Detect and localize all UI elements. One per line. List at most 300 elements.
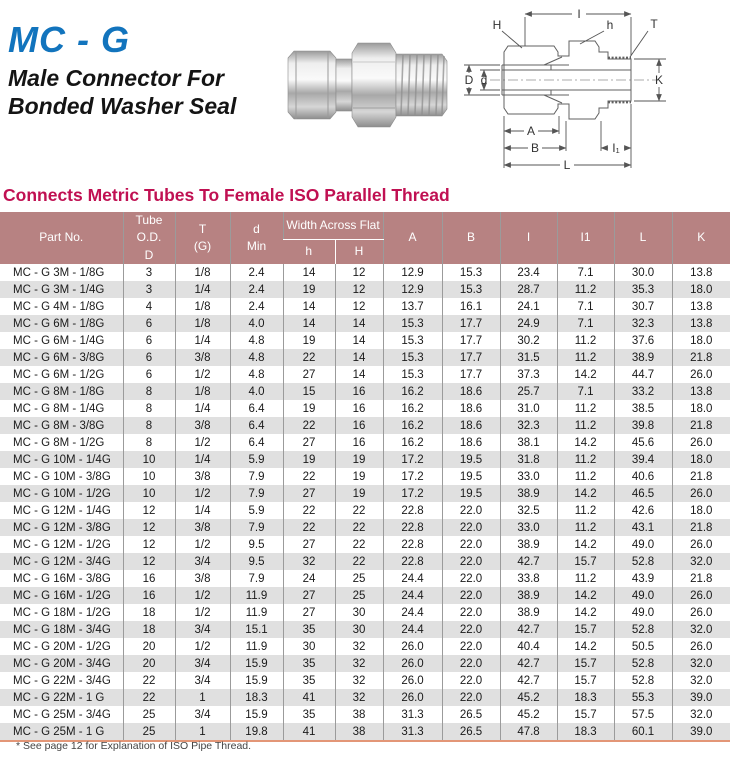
dim-label-I: I bbox=[577, 7, 581, 21]
value-cell: 27 bbox=[283, 434, 335, 451]
part-no-cell: MC - G 18M - 3/4G bbox=[13, 623, 111, 636]
part-no-cell: MC - G 20M - 3/4G bbox=[13, 657, 111, 670]
value-cell: 15.7 bbox=[557, 553, 614, 570]
value-cell: 32.0 bbox=[672, 672, 730, 689]
value-cell: 22 bbox=[283, 519, 335, 536]
value-cell: 14.2 bbox=[557, 536, 614, 553]
value-cell: 4.8 bbox=[230, 349, 283, 366]
value-cell: 19 bbox=[335, 485, 383, 502]
value-cell: 4.8 bbox=[230, 366, 283, 383]
value-cell: 10 bbox=[123, 485, 175, 502]
value-cell: 13.8 bbox=[672, 315, 730, 332]
value-cell: 22 bbox=[335, 502, 383, 519]
page-title: MC - G bbox=[8, 19, 130, 60]
table-row bbox=[0, 264, 730, 281]
value-cell: 22 bbox=[283, 468, 335, 485]
value-cell: 10 bbox=[123, 468, 175, 485]
value-cell: 22.0 bbox=[442, 587, 500, 604]
col-header-k: K bbox=[672, 212, 730, 264]
value-cell: 1/4 bbox=[175, 281, 230, 298]
value-cell: 19 bbox=[283, 400, 335, 417]
value-cell: 41 bbox=[283, 689, 335, 706]
value-cell: 45.2 bbox=[500, 706, 557, 723]
col-header-part-no: Part No. bbox=[0, 212, 123, 264]
value-cell: 22 bbox=[335, 536, 383, 553]
value-cell: 6 bbox=[123, 349, 175, 366]
value-cell: 24.1 bbox=[500, 298, 557, 315]
table-row bbox=[0, 672, 730, 689]
value-cell: 12 bbox=[123, 536, 175, 553]
value-cell: 22 bbox=[283, 417, 335, 434]
value-cell: 26.0 bbox=[672, 434, 730, 451]
value-cell: 16 bbox=[123, 587, 175, 604]
value-cell: 32.3 bbox=[500, 417, 557, 434]
part-no-cell: MC - G 12M - 1/4G bbox=[13, 504, 111, 517]
value-cell: 38.9 bbox=[500, 587, 557, 604]
value-cell: 16 bbox=[335, 434, 383, 451]
value-cell: 22.0 bbox=[442, 502, 500, 519]
value-cell: 5.9 bbox=[230, 451, 283, 468]
value-cell: 13.8 bbox=[672, 264, 730, 281]
value-cell: 1/2 bbox=[175, 434, 230, 451]
value-cell: 39.0 bbox=[672, 723, 730, 741]
value-cell: 22.8 bbox=[383, 536, 442, 553]
table-row bbox=[0, 298, 730, 315]
value-cell: 32.3 bbox=[614, 315, 672, 332]
value-cell: 57.5 bbox=[614, 706, 672, 723]
col-header-l: L bbox=[614, 212, 672, 264]
value-cell: 22.0 bbox=[442, 553, 500, 570]
table-row bbox=[0, 638, 730, 655]
dim-label-K: K bbox=[654, 73, 664, 87]
value-cell: 16.2 bbox=[383, 400, 442, 417]
value-cell: 19.5 bbox=[442, 485, 500, 502]
value-cell: 24 bbox=[283, 570, 335, 587]
value-cell: 12 bbox=[335, 298, 383, 315]
value-cell: 55.3 bbox=[614, 689, 672, 706]
value-cell: 22.0 bbox=[442, 621, 500, 638]
value-cell: 26.0 bbox=[383, 638, 442, 655]
value-cell: 18.6 bbox=[442, 434, 500, 451]
dimension-diagram bbox=[456, 4, 728, 176]
value-cell: 37.6 bbox=[614, 332, 672, 349]
value-cell: 1/2 bbox=[175, 587, 230, 604]
value-cell: 3/8 bbox=[175, 349, 230, 366]
value-cell: 50.5 bbox=[614, 638, 672, 655]
value-cell: 42.6 bbox=[614, 502, 672, 519]
value-cell: 17.7 bbox=[442, 349, 500, 366]
value-cell: 46.5 bbox=[614, 485, 672, 502]
value-cell: 24.4 bbox=[383, 587, 442, 604]
value-cell: 18 bbox=[123, 621, 175, 638]
table-row bbox=[0, 281, 730, 298]
value-cell: 25 bbox=[123, 706, 175, 723]
value-cell: 1 bbox=[175, 723, 230, 741]
value-cell: 14 bbox=[335, 315, 383, 332]
value-cell: 18.6 bbox=[442, 400, 500, 417]
title-block bbox=[8, 19, 237, 120]
value-cell: 8 bbox=[123, 400, 175, 417]
value-cell: 22.0 bbox=[442, 672, 500, 689]
value-cell: 11.9 bbox=[230, 638, 283, 655]
dim-label-B: B bbox=[530, 141, 540, 155]
value-cell: 7.9 bbox=[230, 485, 283, 502]
value-cell: 19 bbox=[283, 332, 335, 349]
value-cell: 28.7 bbox=[500, 281, 557, 298]
value-cell: 16 bbox=[335, 400, 383, 417]
value-cell: 27 bbox=[283, 587, 335, 604]
value-cell: 19.5 bbox=[442, 451, 500, 468]
value-cell: 1/4 bbox=[175, 332, 230, 349]
value-cell: 21.8 bbox=[672, 570, 730, 587]
value-cell: 38.9 bbox=[500, 604, 557, 621]
value-cell: 7.1 bbox=[557, 383, 614, 400]
value-cell: 30.0 bbox=[614, 264, 672, 281]
part-no-cell: MC - G 8M - 3/8G bbox=[13, 419, 105, 432]
value-cell: 24.4 bbox=[383, 570, 442, 587]
part-no-cell: MC - G 6M - 1/4G bbox=[13, 334, 105, 347]
part-no-cell: MC - G 22M - 3/4G bbox=[13, 674, 111, 687]
value-cell: 18.3 bbox=[557, 689, 614, 706]
value-cell: 32.0 bbox=[672, 553, 730, 570]
value-cell: 27 bbox=[283, 366, 335, 383]
col-header-tube-od: Tube O.D. D bbox=[123, 212, 175, 264]
value-cell: 38.9 bbox=[500, 536, 557, 553]
value-cell: 38.9 bbox=[614, 349, 672, 366]
part-no-cell: MC - G 6M - 3/8G bbox=[13, 351, 105, 364]
part-no-cell: MC - G 4M - 1/8G bbox=[13, 300, 105, 313]
value-cell: 35 bbox=[283, 621, 335, 638]
value-cell: 7.1 bbox=[557, 315, 614, 332]
value-cell: 14.2 bbox=[557, 366, 614, 383]
value-cell: 21.8 bbox=[672, 417, 730, 434]
value-cell: 18.6 bbox=[442, 417, 500, 434]
value-cell: 52.8 bbox=[614, 621, 672, 638]
value-cell: 3/4 bbox=[175, 672, 230, 689]
value-cell: 32 bbox=[335, 655, 383, 672]
value-cell: 20 bbox=[123, 655, 175, 672]
value-cell: 12.9 bbox=[383, 281, 442, 298]
value-cell: 13.7 bbox=[383, 298, 442, 315]
dim-label-d: d bbox=[480, 73, 488, 87]
value-cell: 3/4 bbox=[175, 553, 230, 570]
value-cell: 13.8 bbox=[672, 383, 730, 400]
value-cell: 21.8 bbox=[672, 468, 730, 485]
value-cell: 43.1 bbox=[614, 519, 672, 536]
value-cell: 30 bbox=[335, 604, 383, 621]
value-cell: 11.2 bbox=[557, 400, 614, 417]
value-cell: 20 bbox=[123, 638, 175, 655]
value-cell: 22.0 bbox=[442, 689, 500, 706]
part-no-cell: MC - G 12M - 1/2G bbox=[13, 538, 111, 551]
value-cell: 11.2 bbox=[557, 281, 614, 298]
value-cell: 3/8 bbox=[175, 468, 230, 485]
value-cell: 18.3 bbox=[230, 689, 283, 706]
value-cell: 26.0 bbox=[672, 604, 730, 621]
table-row bbox=[0, 451, 730, 468]
value-cell: 32.0 bbox=[672, 706, 730, 723]
value-cell: 60.1 bbox=[614, 723, 672, 741]
part-no-cell: MC - G 22M - 1 G bbox=[13, 691, 105, 704]
table-row bbox=[0, 604, 730, 621]
part-no-cell: MC - G 12M - 3/4G bbox=[13, 555, 111, 568]
photo-hex bbox=[352, 43, 396, 127]
value-cell: 19 bbox=[283, 451, 335, 468]
value-cell: 15 bbox=[283, 383, 335, 400]
value-cell: 22.0 bbox=[442, 536, 500, 553]
value-cell: 3 bbox=[123, 281, 175, 298]
value-cell: 42.7 bbox=[500, 655, 557, 672]
value-cell: 22 bbox=[123, 689, 175, 706]
table-row bbox=[0, 349, 730, 366]
part-no-cell: MC - G 25M - 1 G bbox=[13, 725, 105, 738]
table-row bbox=[0, 366, 730, 383]
value-cell: 7.1 bbox=[557, 298, 614, 315]
value-cell: 6.4 bbox=[230, 400, 283, 417]
value-cell: 47.8 bbox=[500, 723, 557, 741]
product-photo bbox=[284, 28, 464, 142]
table-row bbox=[0, 655, 730, 672]
subtitle-line-2: Bonded Washer Seal bbox=[8, 92, 237, 119]
value-cell: 38 bbox=[335, 706, 383, 723]
page-subtitle bbox=[8, 65, 236, 120]
value-cell: 22 bbox=[283, 349, 335, 366]
value-cell: 11.2 bbox=[557, 417, 614, 434]
value-cell: 12 bbox=[123, 502, 175, 519]
value-cell: 32 bbox=[283, 553, 335, 570]
table-row bbox=[0, 383, 730, 400]
value-cell: 26.5 bbox=[442, 706, 500, 723]
table-row bbox=[0, 706, 730, 723]
value-cell: 2.4 bbox=[230, 298, 283, 315]
table-row bbox=[0, 502, 730, 519]
value-cell: 26.0 bbox=[672, 536, 730, 553]
value-cell: 16 bbox=[335, 383, 383, 400]
value-cell: 1/4 bbox=[175, 502, 230, 519]
table-row bbox=[0, 332, 730, 349]
value-cell: 3/8 bbox=[175, 417, 230, 434]
part-no-cell: MC - G 25M - 3/4G bbox=[13, 708, 111, 721]
value-cell: 18.0 bbox=[672, 281, 730, 298]
value-cell: 15.9 bbox=[230, 655, 283, 672]
value-cell: 15.3 bbox=[442, 281, 500, 298]
value-cell: 30 bbox=[283, 638, 335, 655]
value-cell: 40.6 bbox=[614, 468, 672, 485]
value-cell: 42.7 bbox=[500, 672, 557, 689]
value-cell: 22.8 bbox=[383, 553, 442, 570]
value-cell: 13.8 bbox=[672, 298, 730, 315]
value-cell: 6.4 bbox=[230, 417, 283, 434]
part-no-cell: MC - G 10M - 3/8G bbox=[13, 470, 111, 483]
value-cell: 14.2 bbox=[557, 604, 614, 621]
subtitle-line-1: Male Connector For bbox=[8, 65, 224, 91]
value-cell: 22 bbox=[335, 519, 383, 536]
value-cell: 1/8 bbox=[175, 315, 230, 332]
value-cell: 15.3 bbox=[383, 349, 442, 366]
value-cell: 8 bbox=[123, 383, 175, 400]
value-cell: 25 bbox=[335, 570, 383, 587]
value-cell: 38 bbox=[335, 723, 383, 741]
value-cell: 3 bbox=[123, 264, 175, 281]
table-row bbox=[0, 723, 730, 741]
value-cell: 17.2 bbox=[383, 451, 442, 468]
part-no-cell: MC - G 8M - 1/4G bbox=[13, 402, 105, 415]
value-cell: 31.3 bbox=[383, 706, 442, 723]
value-cell: 22.0 bbox=[442, 604, 500, 621]
value-cell: 35 bbox=[283, 672, 335, 689]
value-cell: 49.0 bbox=[614, 536, 672, 553]
value-cell: 12 bbox=[335, 264, 383, 281]
value-cell: 42.7 bbox=[500, 621, 557, 638]
value-cell: 15.3 bbox=[442, 264, 500, 281]
value-cell: 25.7 bbox=[500, 383, 557, 400]
value-cell: 31.8 bbox=[500, 451, 557, 468]
value-cell: 14.2 bbox=[557, 587, 614, 604]
value-cell: 44.7 bbox=[614, 366, 672, 383]
value-cell: 25 bbox=[335, 587, 383, 604]
value-cell: 1 bbox=[175, 689, 230, 706]
value-cell: 17.7 bbox=[442, 366, 500, 383]
value-cell: 6 bbox=[123, 366, 175, 383]
value-cell: 11.2 bbox=[557, 349, 614, 366]
value-cell: 26.0 bbox=[383, 689, 442, 706]
part-no-cell: MC - G 8M - 1/2G bbox=[13, 436, 105, 449]
value-cell: 14 bbox=[283, 264, 335, 281]
col-header-b: B bbox=[442, 212, 500, 264]
value-cell: 33.2 bbox=[614, 383, 672, 400]
value-cell: 26.0 bbox=[672, 638, 730, 655]
value-cell: 18.0 bbox=[672, 400, 730, 417]
value-cell: 10 bbox=[123, 451, 175, 468]
value-cell: 43.9 bbox=[614, 570, 672, 587]
footnote: * See page 12 for Explanation of ISO Pipe Thread. bbox=[16, 740, 252, 752]
value-cell: 15.7 bbox=[557, 655, 614, 672]
value-cell: 32.0 bbox=[672, 655, 730, 672]
value-cell: 14 bbox=[283, 315, 335, 332]
dim-label-h: h bbox=[606, 18, 614, 32]
value-cell: 38.5 bbox=[614, 400, 672, 417]
table-row bbox=[0, 434, 730, 451]
value-cell: 1/8 bbox=[175, 264, 230, 281]
value-cell: 49.0 bbox=[614, 604, 672, 621]
value-cell: 11.2 bbox=[557, 332, 614, 349]
value-cell: 26.0 bbox=[383, 672, 442, 689]
value-cell: 39.0 bbox=[672, 689, 730, 706]
section-heading: Connects Metric Tubes To Female ISO Parallel Thread bbox=[3, 185, 450, 205]
dim-label-L: L bbox=[563, 158, 571, 172]
value-cell: 22.0 bbox=[442, 570, 500, 587]
table-row bbox=[0, 400, 730, 417]
value-cell: 19.8 bbox=[230, 723, 283, 741]
col-header-width-across-flat: Width Across Flat bbox=[283, 212, 383, 239]
value-cell: 30 bbox=[335, 621, 383, 638]
dim-label-I1: I₁ bbox=[612, 141, 620, 155]
value-cell: 24.4 bbox=[383, 621, 442, 638]
value-cell: 12 bbox=[335, 281, 383, 298]
col-header-waf-h: h bbox=[283, 239, 335, 264]
value-cell: 1/2 bbox=[175, 485, 230, 502]
value-cell: 22.0 bbox=[442, 638, 500, 655]
value-cell: 11.2 bbox=[557, 570, 614, 587]
part-no-cell: MC - G 18M - 1/2G bbox=[13, 606, 111, 619]
value-cell: 19 bbox=[335, 468, 383, 485]
value-cell: 18.0 bbox=[672, 451, 730, 468]
value-cell: 26.5 bbox=[442, 723, 500, 741]
value-cell: 37.3 bbox=[500, 366, 557, 383]
part-no-cell: MC - G 8M - 1/8G bbox=[13, 385, 105, 398]
value-cell: 4.8 bbox=[230, 332, 283, 349]
value-cell: 11.9 bbox=[230, 604, 283, 621]
value-cell: 12 bbox=[123, 519, 175, 536]
value-cell: 25 bbox=[123, 723, 175, 741]
value-cell: 22.0 bbox=[442, 655, 500, 672]
value-cell: 45.6 bbox=[614, 434, 672, 451]
value-cell: 11.2 bbox=[557, 519, 614, 536]
photo-nut bbox=[288, 51, 336, 119]
parts-table-body bbox=[0, 264, 730, 741]
value-cell: 19.5 bbox=[442, 468, 500, 485]
value-cell: 35.3 bbox=[614, 281, 672, 298]
photo-neck bbox=[336, 59, 352, 111]
part-no-cell: MC - G 20M - 1/2G bbox=[13, 640, 111, 653]
col-header-waf-H: H bbox=[335, 239, 383, 264]
value-cell: 24.4 bbox=[383, 604, 442, 621]
value-cell: 4 bbox=[123, 298, 175, 315]
value-cell: 15.7 bbox=[557, 706, 614, 723]
value-cell: 31.5 bbox=[500, 349, 557, 366]
table-row bbox=[0, 519, 730, 536]
value-cell: 32 bbox=[335, 638, 383, 655]
value-cell: 16.2 bbox=[383, 383, 442, 400]
value-cell: 18 bbox=[123, 604, 175, 621]
value-cell: 6.4 bbox=[230, 434, 283, 451]
part-no-cell: MC - G 6M - 1/8G bbox=[13, 317, 105, 330]
value-cell: 26.0 bbox=[672, 587, 730, 604]
table-row bbox=[0, 315, 730, 332]
value-cell: 22.0 bbox=[442, 519, 500, 536]
value-cell: 14 bbox=[283, 298, 335, 315]
value-cell: 1/8 bbox=[175, 383, 230, 400]
part-no-cell: MC - G 10M - 1/2G bbox=[13, 487, 111, 500]
value-cell: 16.1 bbox=[442, 298, 500, 315]
value-cell: 19 bbox=[335, 451, 383, 468]
value-cell: 26.0 bbox=[672, 366, 730, 383]
value-cell: 3/4 bbox=[175, 621, 230, 638]
value-cell: 52.8 bbox=[614, 655, 672, 672]
value-cell: 33.8 bbox=[500, 570, 557, 587]
value-cell: 32 bbox=[335, 672, 383, 689]
value-cell: 7.9 bbox=[230, 519, 283, 536]
value-cell: 2.4 bbox=[230, 264, 283, 281]
value-cell: 15.9 bbox=[230, 672, 283, 689]
value-cell: 1/8 bbox=[175, 298, 230, 315]
value-cell: 9.5 bbox=[230, 553, 283, 570]
part-no-cell: MC - G 3M - 1/4G bbox=[13, 283, 105, 296]
dim-label-T: T bbox=[650, 17, 658, 31]
value-cell: 14.2 bbox=[557, 434, 614, 451]
value-cell: 52.8 bbox=[614, 553, 672, 570]
table-row bbox=[0, 485, 730, 502]
value-cell: 21.8 bbox=[672, 519, 730, 536]
dim-label-H: H bbox=[492, 18, 502, 32]
value-cell: 24.9 bbox=[500, 315, 557, 332]
value-cell: 22 bbox=[123, 672, 175, 689]
value-cell: 1/4 bbox=[175, 451, 230, 468]
value-cell: 4.0 bbox=[230, 315, 283, 332]
value-cell: 5.9 bbox=[230, 502, 283, 519]
table-row bbox=[0, 417, 730, 434]
col-header-t: T (G) bbox=[175, 212, 230, 264]
